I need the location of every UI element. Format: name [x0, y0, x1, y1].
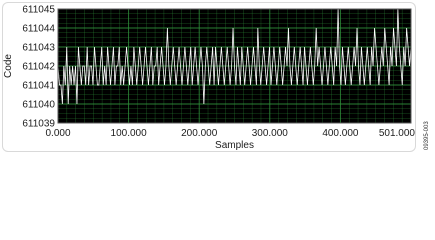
y-tick-label: 611043 — [22, 42, 55, 54]
x-tick-label: 501.000 — [378, 128, 415, 139]
x-tick-labels — [45, 128, 415, 139]
x-tick-label: 0.000 — [45, 128, 71, 139]
y-tick-labels — [22, 5, 55, 130]
chart-panel — [2, 2, 416, 152]
y-tick-label: 611041 — [22, 80, 55, 92]
y-tick-label: 611042 — [22, 61, 55, 73]
chart-svg — [2, 2, 416, 152]
x-tick-label: 400.000 — [322, 128, 359, 139]
y-tick-label: 611040 — [22, 99, 55, 111]
x-tick-label: 300.000 — [251, 128, 288, 139]
x-tick-label: 100.000 — [110, 128, 147, 139]
y-tick-label: 611039 — [22, 118, 55, 130]
figure-id-label: 09395-003 — [424, 121, 430, 150]
plot-area — [58, 9, 411, 123]
y-axis-title: Code — [3, 54, 14, 78]
x-tick-label: 200.000 — [181, 128, 218, 139]
y-tick-label: 611044 — [22, 23, 55, 35]
x-axis-title: Samples — [215, 140, 254, 151]
y-tick-label: 611045 — [22, 4, 55, 16]
